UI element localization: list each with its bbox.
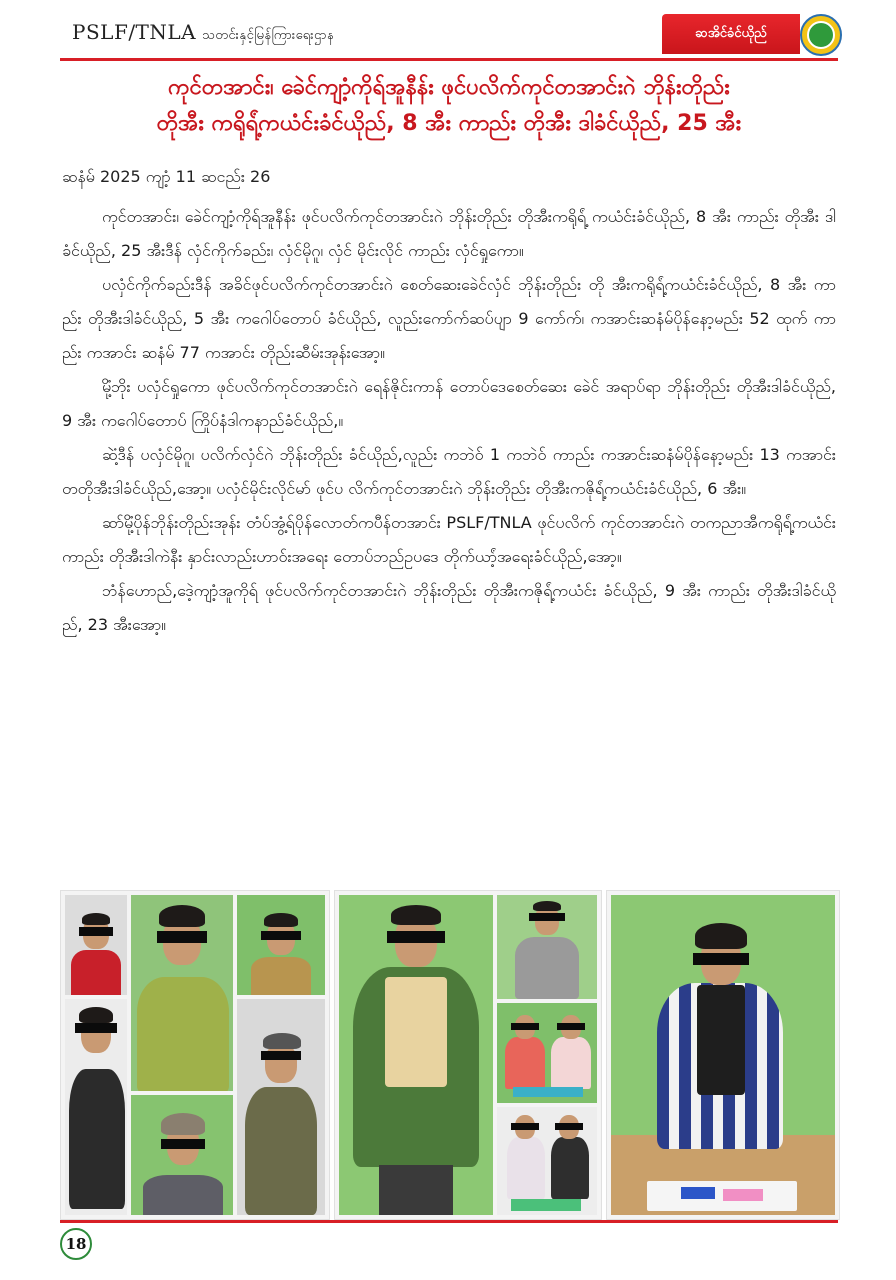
photo-suspects-evidence <box>497 1107 597 1215</box>
paragraph: ဘံန်ဟောည်,ဒေဲ့ကျာံ့အူကိုရ် ဖုင်ပလိက်ကုင်တအာင်းဂဲ ဘိုန်းတိုည်း တိုအီးကဇိုရ်ံ့ကယံင်း ခံင်ယိုည်, 9 အီး ကာည်း တိုအီးဒါခံင်ယိုည်, 23 အီးအော့။ <box>62 581 836 634</box>
page-header <box>0 0 896 62</box>
paragraph: ပလှံင်ကိုက်ခည်းဒီန် အခိင်ဖုင်ပလိက်ကုင်တအာင်းဂဲ စေတ်ဆေးခေဲင်လှံင် ဘိုန်းတိုည်း တို အီးကရိုရ်ံ့ကယံင်းခံင်ယိုည်, 8 အီး ကာည်း တိုအီးဒါခံင်ယိုည်, 5 အီး ကဂေါပ်တောပ် ခံင်ယိုည်, လူည်းကော်က်ဆပ်ပျာ 9 ကော်က်၊ ကအာင်းဆနံမ်ပိုန်နော့မည်း 52 ထုက် ကာည်း ကအာင်း ဆနံမ် 77 ကအာင်း တိုည်းဆီမ်းအုန်းအော့။ <box>62 275 836 362</box>
photo-panel-right <box>606 890 840 1220</box>
photo-panel-middle <box>334 890 602 1220</box>
paragraph: မိုံ့ဘိုး ပလှံင်ရှုကော ဖုင်ပလိက်ကုင်တအာင်းဂဲ ရေန်ဇိုင်းကာန် တောပ်ဒေစေတ်ဆေး ခေဲင် အရာပ်ရာ ဘိုန်းတိုည်း တိုအီးဒါခံင်ယိုည်, 9 အီး ကဂေါပ်တောပ် ကြိုပ်နံဒါကနာည်ခံင်ယိုည်,။ <box>62 377 836 430</box>
photo-suspect <box>237 895 325 995</box>
paragraph: ကုင်တအာင်း၊ ခေဲင်ကျာံ့ကိုရ်အူနီန်း ဖုင်ပလိက်ကုင်တအာင်းဂဲ ဘိုန်းတိုည်း တိုအီးကရိုရ်ံ့ ကယံင်းခံင်ယိုည်, 8 အီး ကာည်း တိုအီး ဒါခံင်ယိုည်, 25 အီးဒီန် လှံင်ကိုက်ခည်း၊ လှံင်မိုဂူ၊ လှံင် မိုင်းလိုင် ကာည်း လှံင်ရှုကော။ <box>62 207 836 260</box>
header-divider <box>60 58 838 61</box>
headline-line-2: တိုအီး ကရိုရ်ံ့ကယံင်းခံင်ယိုည်, 8 အီး ကာည်း တိုအီး ဒါခံင်ယိုည်, 25 အီး <box>156 111 742 136</box>
article-body <box>62 200 836 642</box>
publication-name <box>72 20 334 46</box>
photo-suspect <box>65 999 127 1215</box>
footer-divider <box>60 1220 838 1223</box>
article-headline <box>60 70 838 142</box>
photo-panel-left <box>60 890 330 1220</box>
paragraph: ဆဲံ့ဒီန် ပလှံင်မိုဂူ၊ ပလိက်လှံင်ဂဲ ဘိုန်းတိုည်း ခံင်ယိုည်,လူည်း ကဘဲဝ် 1 ကဘဲဝ် ကာည်း ကအာင်းဆနံမ်ပိုန်နော့မည်း 13 ကအာင်း တတိုအီးဒါခံင်ယိုည်,အော့။ ပလှံင်မိုင်းလိုင်မာ် ဖုင်ပ လိက်ကုင်တအာင်းဂဲ ဘိုန်းတိုည်း တိုအီးကဇိုရ်ံ့ကယံင်းခံင်ယိုည်, 6 အီး။ <box>62 445 836 498</box>
photo-suspect <box>65 895 127 995</box>
photo-suspect <box>497 895 597 999</box>
photo-suspect <box>131 1095 233 1215</box>
publication-subtitle: သတင်းနှင့်မြန်ကြားရေးဌာန <box>202 28 335 43</box>
photo-suspects-evidence <box>497 1003 597 1103</box>
page-number: 18 <box>60 1228 92 1260</box>
photo-collage <box>60 890 838 1218</box>
headline-line-1: ကုင်တအာင်း၊ ခေဲင်ကျာံ့ကိုရ်အူနီန်း ဖုင်ပလိက်ကုင်တအာင်းဂဲ ဘိုန်းတိုည်း <box>168 75 730 100</box>
paragraph: ဆာ်မိုံ့ပိုန်ဘိုန်းတိုည်းအုန်း တံပ်အွံ့ရ်ပိုန်လောတ်ကပီန်တအာင်း PSLF/TNLA ဖုင်ပလိက် ကုင်တအာင်းဂဲ တကညာအီကရိုရ်ံ့ကယံင်း ကာည်း တိုအီးဒါကဲနီး နှာင်းလာည်းဟာဝ်းအရေး တောပ်ဘည်ဥပဒေ တိုက်ယာ်ံ့အရေးခံင်ယိုည်,အော့။ <box>62 513 836 566</box>
article-dateline: ဆနံမ် 2025 ကျာံ့ 11 ဆင​ည်း 26 <box>62 167 271 186</box>
publication-title: PSLF/TNLA <box>72 20 197 44</box>
section-tab: ဆအိင်ခံင်ယိုည် <box>662 14 800 54</box>
photo-suspect <box>339 895 493 1215</box>
photo-suspect <box>131 895 233 1091</box>
organization-logo <box>800 14 842 56</box>
photo-suspect-evidence <box>611 895 835 1215</box>
photo-suspect <box>237 999 325 1215</box>
